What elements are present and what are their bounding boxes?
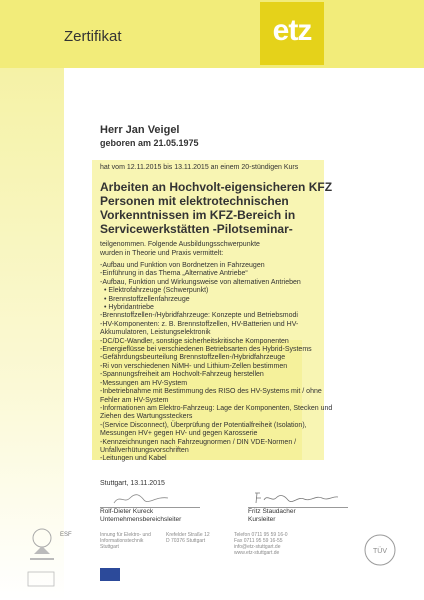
signatory-role: Kursleiter: [248, 515, 276, 523]
topic-item: -Inbetriebnahme mit Bestimmung des RISO des HV-Systems mit / ohne: [100, 388, 322, 396]
footer-line: info@etz-stuttgart.de: [234, 544, 281, 550]
topic-item: Ziehen des Wartungssteckers: [100, 413, 193, 421]
footer-line: D 70376 Stuttgart: [166, 538, 206, 544]
intro-line: teilgenommen. Folgende Ausbildungsschwerpunkte: [100, 241, 260, 248]
tuv-label: TÜV: [373, 548, 387, 555]
topic-item: -(Service Disconnect), Überprüfung der Potentialfreiheit (Isolation),: [100, 421, 307, 429]
topic-bullet-item: • Brennstoffzellenfahrzeuge: [104, 295, 190, 303]
topic-item: -HV-Komponenten: z. B. Brennstoffzellen, HV-Batterien und HV-: [100, 320, 299, 328]
eu-flag-icon: [100, 568, 120, 581]
signatory-name: Fritz Staudacher: [248, 508, 296, 515]
etz-logo: [260, 2, 324, 65]
signature-staudacher: [252, 490, 342, 506]
topic-item: -Aufbau, Funktion und Wirkungsweise von alternativen Antrieben: [100, 278, 301, 286]
topic-item: -Brennstoffzellen-/Hybridfahrzeuge: Konzepte und Betriebsmodi: [100, 312, 298, 320]
recipient-name: Herr Jan Veigel: [100, 124, 180, 136]
footer: [0, 520, 424, 600]
signatory-name: Rolf-Dieter Kureck: [100, 508, 154, 515]
signature-kureck: [112, 492, 172, 506]
course-title-line: Vorkenntnissen im KFZ-Bereich in: [100, 208, 296, 222]
topic-item: -Ri von verschiedenen NiMH- und Lithium-Zellen bestimmen: [100, 362, 288, 370]
footer-line: Telefon 0711 95 59 16-0: [234, 532, 288, 538]
topic-bullet-item: • Hybridantriebe: [104, 304, 154, 312]
course-title: [100, 180, 350, 236]
topic-item: -DC/DC-Wandler, sonstige sicherheitskritische Komponenten: [100, 337, 289, 345]
footer-address: [166, 532, 226, 544]
topic-item: -Einführung in das Thema „Alternative Antriebe“: [100, 270, 248, 278]
footer-line: Fax 0711 95 59 16-55: [234, 538, 283, 544]
topic-item: -Spannungsfreiheit am Hochvolt-Fahrzeug herstellen: [100, 371, 264, 379]
intro-text: [100, 241, 360, 258]
topic-item: -Gefährdungsbeurteilung Brennstoffzellen-/Hybridfahrzeuge: [100, 354, 286, 362]
place-date: Stuttgart, 13.11.2015: [100, 480, 165, 487]
topic-item: -Informationen am Elektro-Fahrzeug: Lage der Komponenten, Stecken und: [100, 404, 333, 412]
footer-line: Informationstechnik: [100, 538, 144, 544]
topic-item: Akkumulatoren, Leistungselektronik: [100, 329, 211, 337]
footer-line: Stuttgart: [100, 544, 119, 550]
course-title-line: Personen mit elektrotechnischen: [100, 194, 289, 208]
certificate-title: Zertifikat: [64, 28, 122, 45]
topic-item: -Energieflüsse bei verschiedenen Betriebsarten des Hybrid-Systems: [100, 346, 312, 354]
footer-line: www.etz-stuttgart.de: [234, 550, 280, 556]
recipient-birthdate: geboren am 21.05.1975: [100, 138, 199, 148]
course-title-line: Arbeiten an Hochvolt-eigensicheren KFZ: [100, 180, 333, 194]
footer-line: Krefelder Straße 12: [166, 532, 210, 538]
course-period: hat vom 12.11.2015 bis 13.11.2015 an einem 20-stündigen Kurs: [100, 164, 299, 171]
course-title-line: Servicewerkstätten -Pilotseminar-: [100, 222, 293, 236]
footer-org: [100, 532, 162, 550]
etz-logo-text: etz: [272, 14, 312, 47]
topic-list: [100, 262, 370, 464]
topic-bullet-item: • Elektrofahrzeuge (Schwerpunkt): [104, 287, 209, 295]
intro-line: wurden in Theorie und Praxis vermittelt:: [100, 249, 224, 257]
footer-contact: [234, 532, 304, 556]
chance-logo-icon: [26, 570, 56, 588]
tuv-badge-icon: [360, 532, 400, 570]
topic-item: -Aufbau und Funktion von Bordnetzen in Fahrzeugen: [100, 262, 265, 269]
esf-label: ESF: [60, 532, 72, 538]
topic-item: Unfallverhütungsvorschriften: [100, 446, 189, 454]
topic-item: Messungen HV+ gegen HV- und gegen Karosserie: [100, 430, 258, 438]
topic-item: -Kennzeichnungen nach Fahrzeugnormen / DIN VDE-Normen /: [100, 438, 297, 446]
footer-line: Innung für Elektro- und: [100, 532, 151, 538]
topic-item: Fehler am HV-System: [100, 396, 169, 404]
topic-item: -Leitungen und Kabel: [100, 455, 167, 463]
signatory-role: Unternehmensbereichsleiter: [100, 515, 182, 523]
topic-item: -Messungen am HV-System: [100, 379, 188, 387]
esf-logo-icon: [24, 524, 60, 568]
